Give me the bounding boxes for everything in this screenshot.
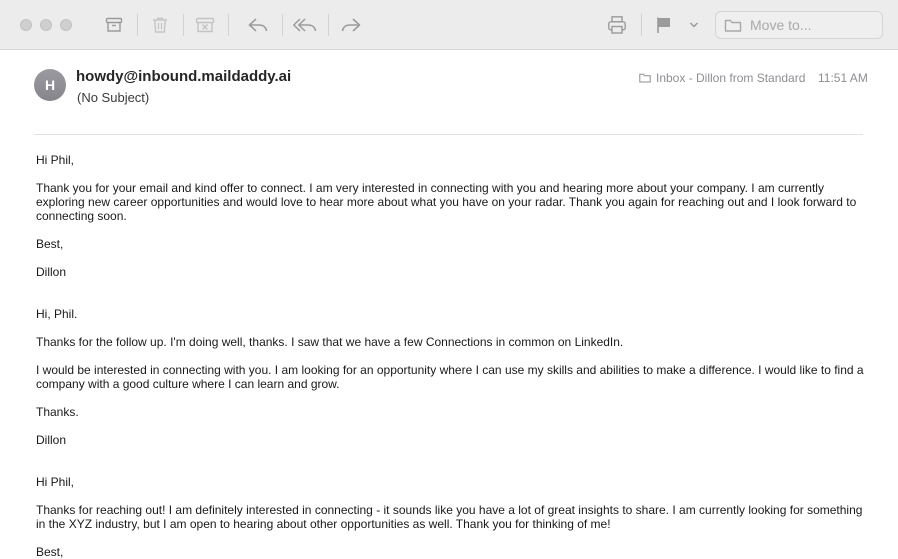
- reply-all-button[interactable]: [291, 12, 319, 38]
- body-paragraph: Hi Phil,: [36, 153, 75, 167]
- folder-icon: [724, 18, 742, 33]
- avatar: [34, 69, 66, 101]
- mailbox-name: Inbox - Dillon from Standard: [656, 71, 806, 85]
- body-paragraph: Dillon: [36, 265, 67, 279]
- body-paragraph: I would be interested in connecting with you. I am looking for an opportunity where I can use my skills and abilities to make a difference. I would like to find a company with a good culture where I can learn and grow.: [36, 363, 864, 391]
- reply-button[interactable]: [246, 12, 270, 38]
- archive-icon: [105, 16, 123, 34]
- forward-button[interactable]: [339, 12, 363, 38]
- message-time: 11:51 AM: [818, 71, 868, 85]
- forward-icon: [340, 16, 362, 34]
- message-subject: (No Subject): [77, 90, 150, 105]
- junk-icon: [195, 16, 215, 34]
- flag-button[interactable]: [654, 12, 674, 38]
- reply-all-icon: [292, 16, 318, 34]
- body-paragraph: Thank you for your email and kind offer to connect. I am very interested in connecting with you and hearing more about your company. I am currently exploring new career opportunities and would love to hear more about what you have on your radar. Thank you again for reaching out and I look forward to connecting soon.: [36, 181, 857, 223]
- body-paragraph: Best,: [36, 545, 64, 559]
- print-icon: [607, 15, 627, 35]
- flag-icon: [655, 16, 673, 34]
- trash-button[interactable]: [149, 12, 171, 38]
- toolbar: [0, 0, 898, 50]
- mailbox-label[interactable]: [639, 71, 805, 85]
- chevron-down-icon: [689, 21, 699, 29]
- move-to-field[interactable]: [715, 11, 883, 39]
- zoom-window-button[interactable]: [60, 19, 72, 31]
- body-paragraph: Best,: [36, 237, 64, 251]
- folder-icon: [639, 73, 651, 83]
- header-divider: [34, 134, 863, 135]
- body-paragraph: Hi, Phil.: [36, 307, 78, 321]
- body-paragraph: Thanks.: [36, 405, 79, 419]
- body-paragraph: Thanks for the follow up. I'm doing well, thanks. I saw that we have a few Connections in common on LinkedIn.: [36, 335, 624, 349]
- body-paragraph: Thanks for reaching out! I am definitely interested in connecting - it sounds like you have a lot of great insights to share. I am currently looking for something in the XYZ industry, but I am open to hearing about other opportunities as well. Thank you for thinking of me!: [36, 503, 863, 531]
- avatar-initial: H: [44, 77, 56, 93]
- print-button[interactable]: [605, 12, 629, 38]
- body-paragraph: Dillon: [36, 433, 67, 447]
- close-window-button[interactable]: [20, 19, 32, 31]
- minimize-window-button[interactable]: [40, 19, 52, 31]
- trash-icon: [151, 16, 169, 34]
- archive-button[interactable]: [103, 12, 125, 38]
- reply-icon: [247, 16, 269, 34]
- move-to-placeholder: Move to...: [750, 17, 812, 33]
- flag-menu-button[interactable]: [686, 12, 702, 38]
- junk-button[interactable]: [194, 12, 216, 38]
- sender-address[interactable]: howdy@inbound.maildaddy.ai: [76, 68, 292, 85]
- body-paragraph: Hi Phil,: [36, 475, 75, 489]
